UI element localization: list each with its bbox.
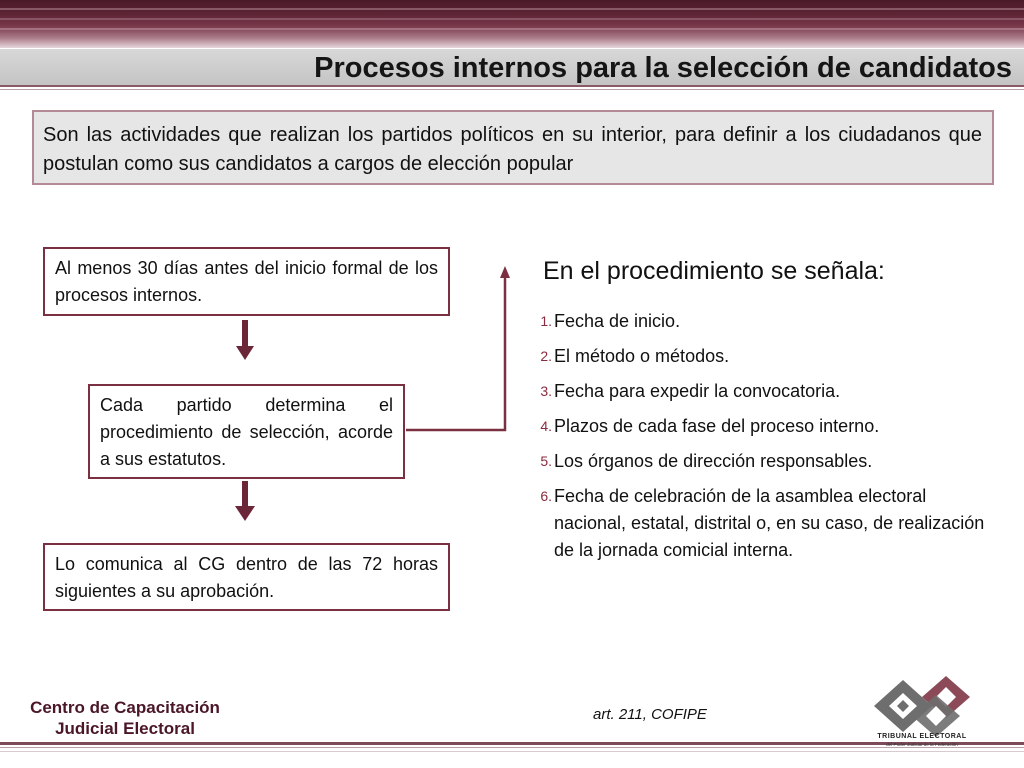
top-decorative-band	[0, 0, 1024, 48]
title-divider-thin	[0, 89, 1024, 90]
list-item-text: Los órganos de dirección responsables.	[554, 451, 873, 471]
list-number: 5.	[540, 453, 552, 469]
list-item-text: Plazos de cada fase del proceso interno.	[554, 416, 880, 436]
title-divider	[0, 85, 1024, 87]
flow-step-3-text: Lo comunica al CG dentro de las 72 horas siguientes a su aprobación.	[55, 554, 438, 601]
list-number: 6.	[540, 488, 552, 504]
procedure-list	[530, 308, 990, 572]
list-item	[530, 448, 990, 475]
definition-text: Son las actividades que realizan los partidos políticos en su interior, para definir a los ciudadanos que postulan como sus candidatos a cargos de elección popular	[43, 124, 982, 175]
page-title: Procesos internos para la selección de candidatos	[314, 52, 1012, 84]
list-number: 2.	[540, 348, 552, 364]
list-item	[530, 308, 990, 335]
down-arrow-1-icon	[236, 320, 254, 360]
list-item	[530, 378, 990, 405]
list-item-text: Fecha de inicio.	[554, 311, 681, 331]
flow-step-1	[43, 247, 450, 316]
band-stripe	[0, 28, 1024, 30]
flow-step-2	[88, 384, 405, 479]
definition-box	[32, 110, 994, 185]
list-item-text: Fecha para expedir la convocatoria.	[554, 381, 841, 401]
procedure-title: En el procedimiento se señala:	[543, 257, 885, 285]
flow-step-2-text: Cada partido determina el procedimiento de selección, acorde a sus estatutos.	[100, 395, 393, 469]
down-arrow-2-icon	[235, 481, 255, 521]
center-name	[10, 697, 240, 739]
list-item-text: Fecha de celebración de la asamblea electoral nacional, estatal, distrital o, en su caso, de realización de la jornada comicial interna.	[554, 486, 985, 560]
list-item	[530, 343, 990, 370]
list-number: 3.	[540, 383, 552, 399]
band-stripe	[0, 8, 1024, 10]
logo-subtitle: del Poder Judicial de la Federación	[886, 742, 958, 747]
list-item	[530, 483, 990, 564]
logo-title: TRIBUNAL ELECTORAL	[877, 733, 967, 740]
list-item	[530, 413, 990, 440]
tribunal-logo-icon	[860, 672, 988, 752]
center-name-line-1: Centro de Capacitación	[30, 698, 220, 717]
center-name-line-2: Judicial Electoral	[55, 719, 195, 738]
flow-step-1-text: Al menos 30 días antes del inicio formal de los procesos internos.	[55, 258, 438, 305]
band-stripe	[0, 18, 1024, 20]
flow-step-3	[43, 543, 450, 611]
list-number: 1.	[540, 313, 552, 329]
citation: art. 211, COFIPE	[593, 706, 707, 723]
list-item-text: El método o métodos.	[554, 346, 730, 366]
list-number: 4.	[540, 418, 552, 434]
